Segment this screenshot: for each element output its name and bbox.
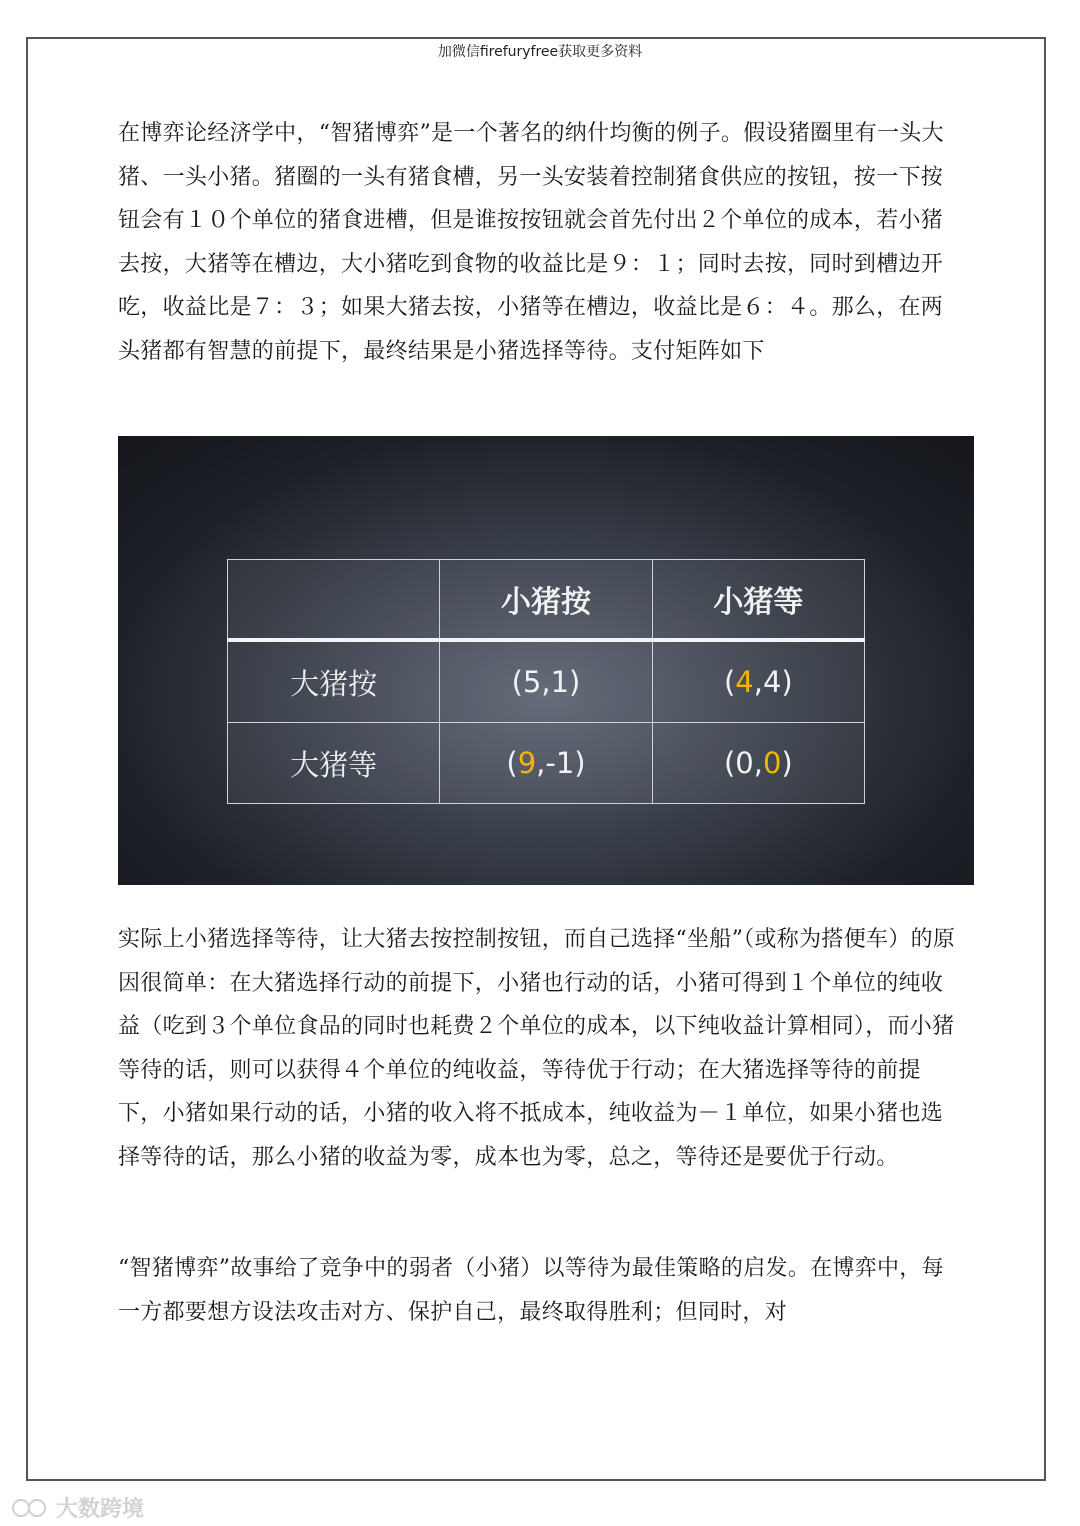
payoff-cell: (5,1) (440, 640, 652, 723)
col-header-small-pig-press: 小猪按 (440, 560, 652, 641)
paragraph-explanation: 实际上小猪选择等待，让大猪去按控制按钮，而自己选择“坐船”（或称为搭便车）的原因很简单：在大猪选择行动的前提下，小猪也行动的话，小猪可得到１个单位的纯收益（吃到３个单位食品的同时也耗费２个单位的成本，以下纯收益计算相同），而小猪等待的话，则可以获得４个单位的纯收益，等待优于行动；在大猪选择等待的前提下，小猪如果行动的话，小猪的收入将不抵成本，纯收益为－１单位，如果小猪也选择等待的话，那么小猪的收益为零，成本也为零，总之，等待还是要优于行动。 (118, 927, 956, 1170)
matrix-row-big-pig-press (228, 640, 865, 723)
row-header-big-pig-wait: 大猪等 (228, 723, 440, 804)
watermark (10, 1492, 144, 1523)
row-header-big-pig-press: 大猪按 (228, 640, 440, 723)
payoff-big-pig: 5 (522, 665, 542, 699)
payoff-matrix-image (118, 436, 974, 885)
payoff-big-pig: 4 (735, 665, 754, 699)
matrix-row-big-pig-wait (228, 723, 865, 804)
col-header-small-pig-wait: 小猪等 (652, 560, 864, 641)
payoff-cell: (0,0) (652, 723, 864, 804)
payoff-cell: (9,-1) (440, 723, 652, 804)
payoff-matrix-table (227, 559, 865, 804)
payoff-big-pig: 0 (735, 746, 754, 780)
payoff-small-pig: 4 (762, 665, 782, 699)
payoff-small-pig: 0 (762, 746, 782, 780)
paragraph-intro: 在博弈论经济学中，“智猪博弈”是一个著名的纳什均衡的例子。假设猪圈里有一头大猪、一头小猪。猪圈的一头有猪食槽，另一头安装着控制猪食供应的按钮，按一下按钮会有１０个单位的猪食进槽，但是谁按按钮就会首先付出２个单位的成本，若小猪去按，大猪等在槽边，大小猪吃到食物的收益比是９：１；同时去按，同时到槽边开吃，收益比是７：３；如果大猪去按，小猪等在槽边，收益比是６：４。那么，在两头猪都有智慧的前提下，最终结果是小猪选择等待。支付矩阵如下 (118, 121, 944, 364)
header-note: 加微信firefuryfree获取更多资料 (437, 44, 643, 60)
matrix-corner-cell (228, 560, 440, 641)
double-ring-logo-icon (10, 1497, 52, 1519)
watermark-text: 大数跨境 (56, 1497, 145, 1522)
paragraph-conclusion: “智猪博弈”故事给了竞争中的弱者（小猪）以等待为最佳策略的启发。在博弈中，每一方都要想方设法攻击对方、保护自己，最终取得胜利；但同时，对 (118, 1256, 944, 1325)
payoff-big-pig: 9 (517, 746, 537, 780)
payoff-cell: (4,4) (652, 640, 864, 723)
payoff-small-pig: -1 (545, 746, 575, 780)
matrix-header-row (228, 560, 865, 641)
payoff-small-pig: 1 (550, 665, 570, 699)
